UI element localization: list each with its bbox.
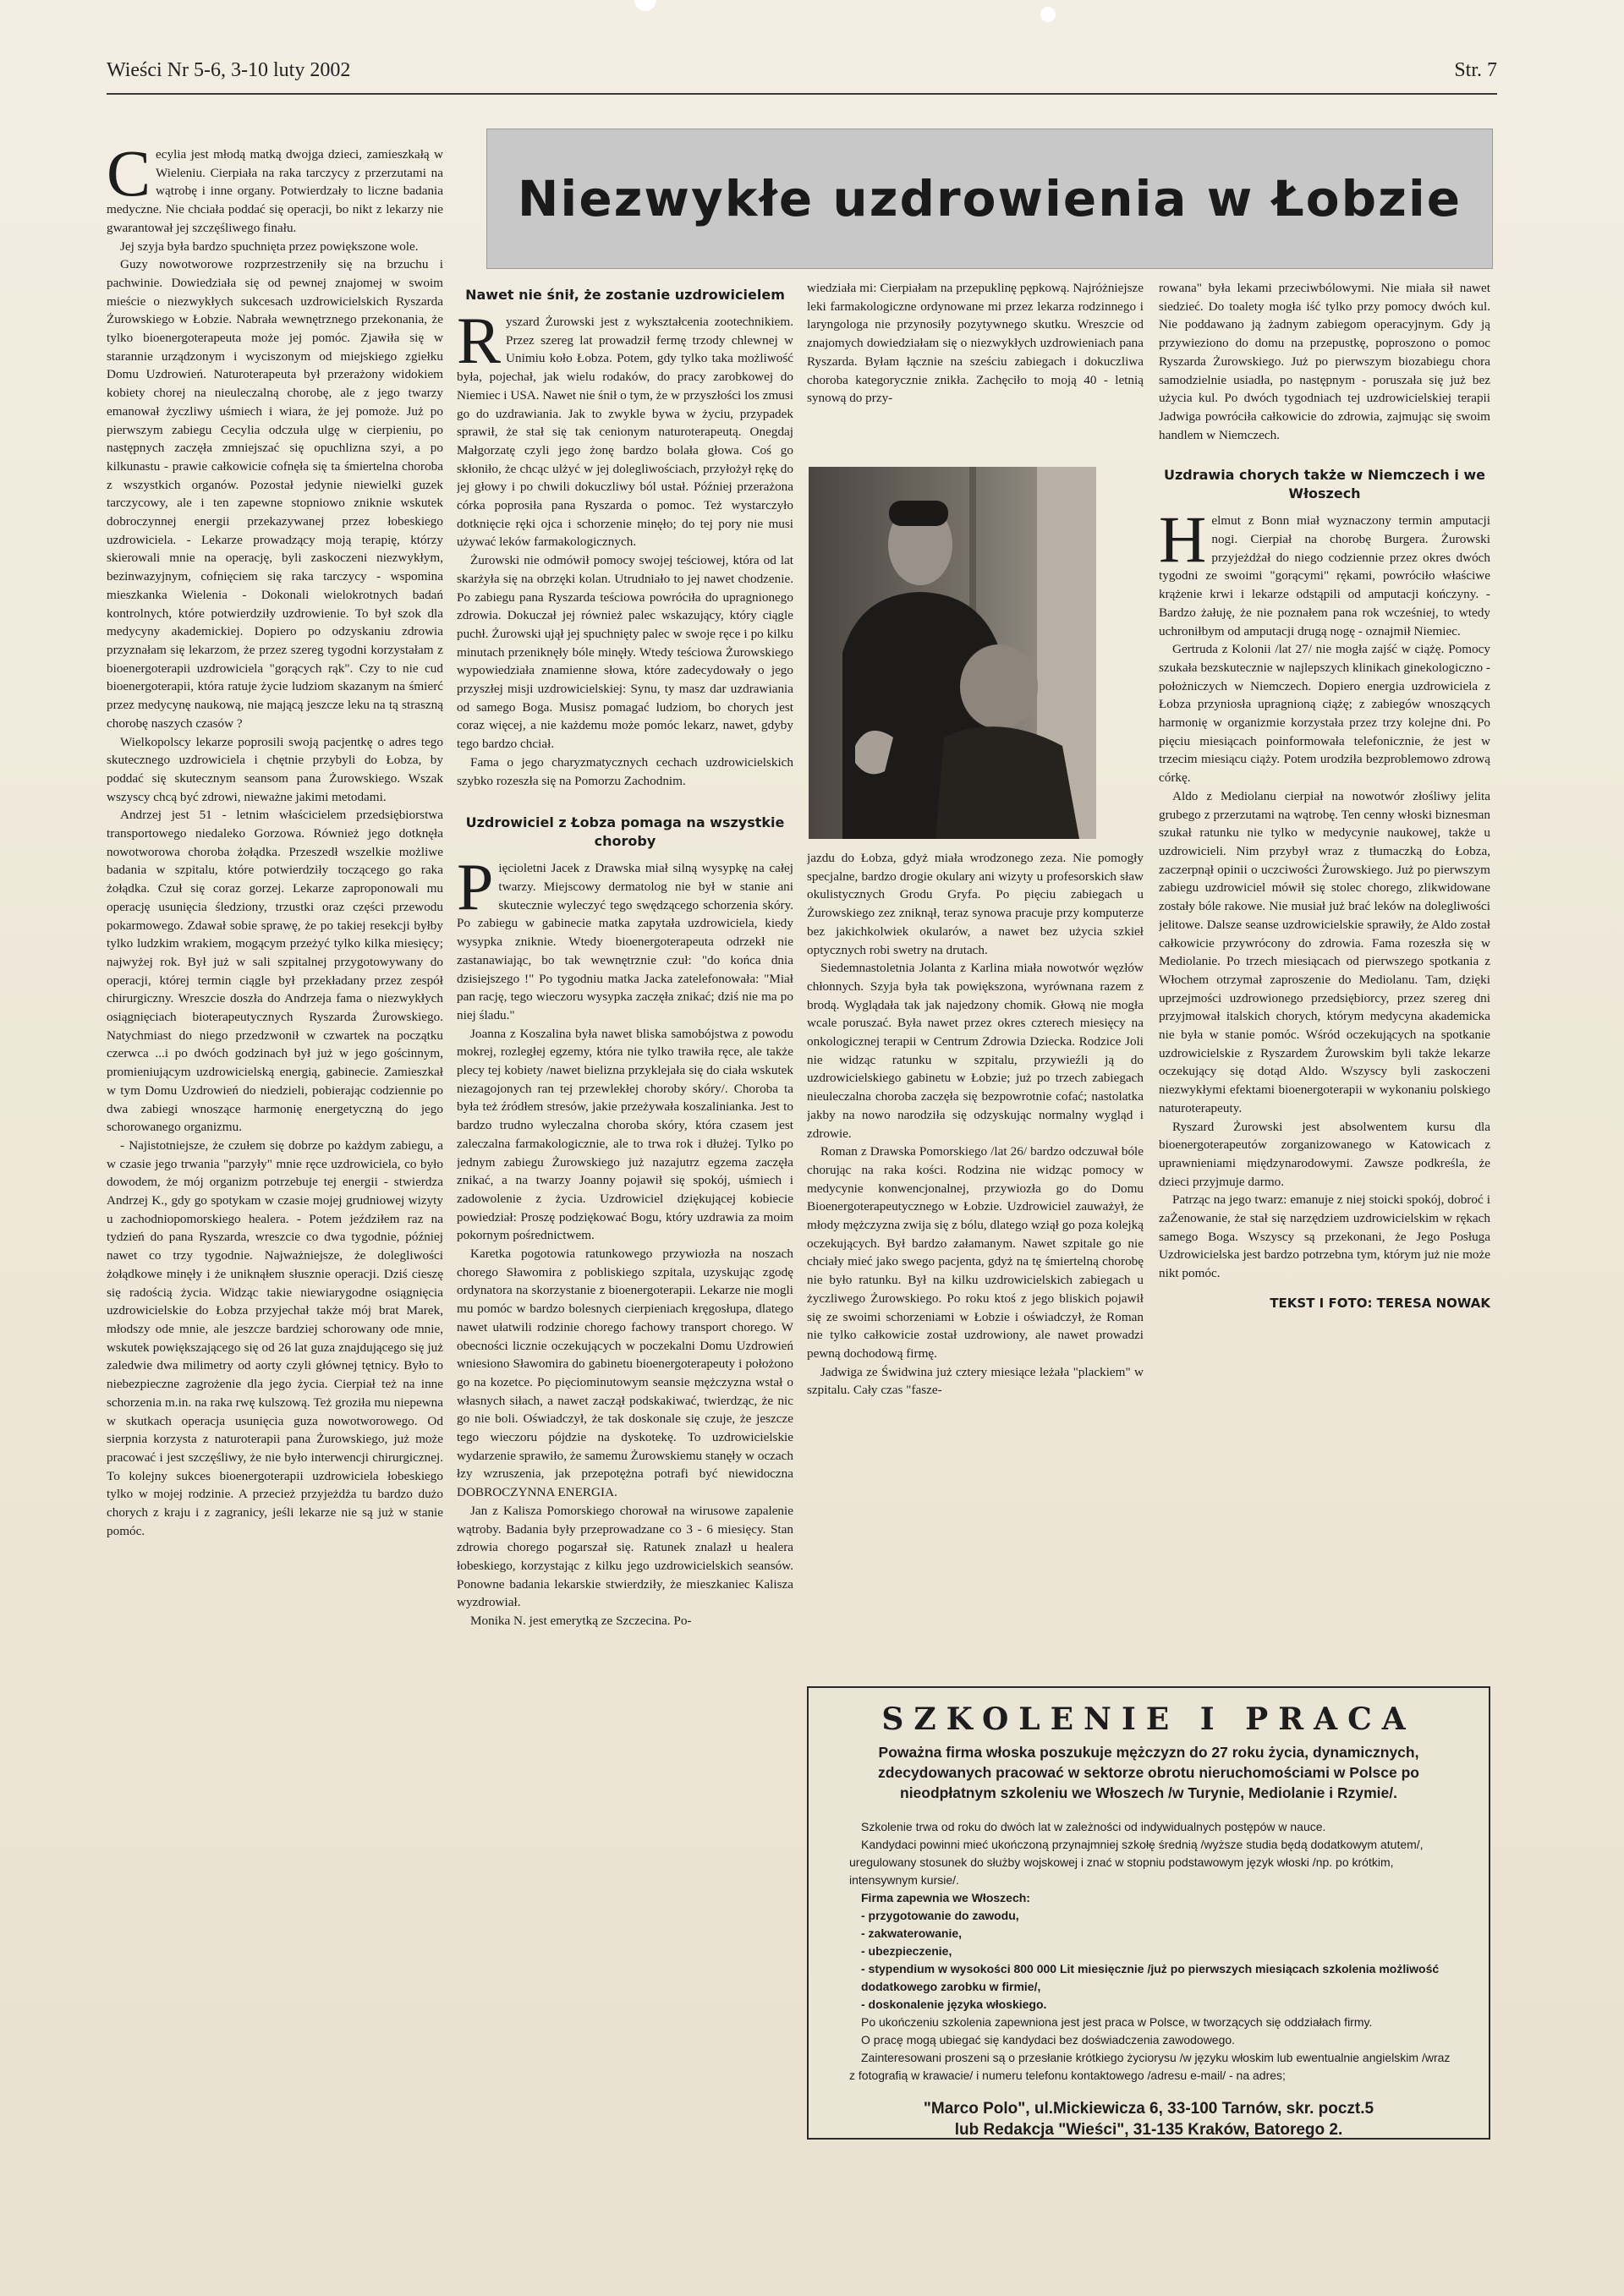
ad-contact [809, 2098, 1489, 2140]
paragraph: Roman z Drawska Pomorskiego /lat 26/ bardzo odczuwał bóle chorując na raka kości. Rodzina nie widząc pomocy w medycynie konwencjonalnej, przywiozła go do Domu Bioenergoterapeutycznego w Łobzie. Uzdrowiciel zauważył, że młody mężczyzna zwija się z bólu, dlatego wziął go poza kolejką oczekujących. Był bardzo załamanym. Nawet szpitale go nie chciały mieć jako swego pacjenta, gdyż na tę śmiertelną chorobę nie było ratunku. Był na kilku uzdrowicielskich zabiegach u życzliwego Żurowskiego. Po roku ktoś z jego bliskich pojawił się ze swoimi schorzeniami w Łobzie i oświadczył, że Roman nie tylko całkowicie został uzdrowiony, ale nawet prowadzi pewną dochodową firmę. [807, 1144, 1144, 1361]
paragraph: Karetka pogotowia ratunkowego przywiozła na noszach chorego Sławomira z pobliskiego szpitala, uzyskując zgodę ordynatora na skorzystanie z bioenergoterapii. Lekarze nie mogli mu pomóc w bardzo bolesnych cierpieniach kręgosłupa, dlatego nawet ułatwili rodzinie chorego fachowy transport chorego. W obecności licznie oczekujących w poczekalni Domu Uzdrowień wniesiono Sławomira do gabinetu bioenergoterapeuty i położono go na kozetce. Po pięciominutowym seansie mężczyzna wstał o własnych siłach, a nawet zaczął podskakiwać, twierdząc, że nic go nie boli. Oświadczył, że tak doskonale się czuje, że jeszcze tego wieczoru pójdzie na dyskotekę. To uzdrowicielskie wydarzenie sprawiło, że samemu Żurowskiemu stanęły w oczach łzy wzruszenia, jak przepotężna potrafi być niewidoczna DOBROCZYNNA ENERGIA. [457, 1247, 793, 1500]
paragraph: Joanna z Koszalina była nawet bliska samobójstwa z powodu mokrej, rozległej egzemy, która nie tylko trawiła ręce, ale także plecy tej kobiety /nawet bielizna przyklejała się do ciała wskutek niezagojonych ran tej przewlekłej choroby skóry/. Choroba ta była też źródłem stresów, jakie przeżywała koszalinianka. Jest to bardzo trudno wyleczalna choroba skóry, która czasem jest zaleczalna farmakologicznie, ale to trwa rok i dłużej. Tylko po jednym zabiegu Żurowskiego już nazajutrz egzema zaczęła znikać, a na twarzy Joanny pojawił się spokój, uśmiech i zadowolenie z życia. Uzdrowiciel dziękującej kobiecie powiedział: Proszę podziękować Bogu, który uzdrawia za moim pokornym pośrednictwem. [457, 1026, 793, 1243]
paragraph: Ryszard Żurowski jest absolwentem kursu dla bioenergoterapeutów zorganizowanego w Katowicach z uprawnieniami międzynarodowymi. Zawsze podkreśla, że dzieci przyjmuje darmo. [1159, 1119, 1490, 1189]
paragraph: Jan z Kalisza Pomorskiego chorował na wirusowe zapalenie wątroby. Badania były przeprowadzane co 3 - 6 miesięcy. Stan zdrowia chorego pogarszał się. Ratunek znalazł u healera łobeskiego, korzystając z kilku jego uzdrowicielskich seansów. Ponowne badania lekarskie stwierdziły, że mieszkaniec Kalisza wyzdrowiał. [457, 1503, 793, 1610]
paragraph: wiedziała mi: Cierpiałam na przepuklinę pępkową. Najróżniejsze leki farmakologiczne ordynowane mi przez lekarza rodzinnego i laryngologa nie przynosiły pozytywnego skutku. Wreszcie od znajomych dowiedziałam się o niezwykłych uzdrowieniach pana Ryszarda. Byłam łącznie na sześciu zabiegach i dokuczliwa choroba kategorycznie znikła. Zachęciło to moją 40 - letnią synową do przy- [807, 281, 1144, 406]
paragraph: rowana" była lekami przeciwbólowymi. Nie miała sił nawet siedzieć. Do toalety mogła iść tylko przy pomocy dwóch kul. Nie poddawano ją żadnym zabiegom operacyjnym. Gdy ją przywieziono do domu na przepustkę, poproszono o pomoc Ryszarda Żurowskiego. Już po pierwszym biozabiegu chora samodzielnie usiadła, po następnym - poruszała się już bez użycia kul. Po dwóch tygodniach tej uzdrowicielskiej terapii Jadwiga powróciła całkowicie do zdrowia, zajmując się swoim handlem w Niemczech. [1159, 281, 1490, 442]
header-rule [107, 93, 1497, 95]
ad-paragraph: Kandydaci powinni mieć ukończoną przynajmniej szkołę średnią /wyższe studia będą dodatkowym atutem/, uregulowany stosunek do służby wojskowej i znać w stopniu podstawowym język włoski /np. po krótkim, intensywnym kursie/. [849, 1838, 1424, 1887]
column-1 [107, 145, 443, 2200]
paragraph: Aldo z Mediolanu cierpiał na nowotwór złośliwy jelita grubego z przerzutami na wątrobę. Ten cenny włoski biznesman szukał ratunku nie tylko w medycynie naukowej, także u uzdrowicieli. Nim przybył wraz z tłumaczką do Łobza, zaczerpnął opinii o uczciwości Żurowskiego. Już po pierwszym zabiegu uzdrowiciel mówił się stolec chorego, zlikwidowane zostały bóle rakowe. Nie musiał już brać leków na dolegliwości jelitowe. Dalsze seanse uzdrowicielskie sprawiły, że Aldo został całkowicie przywrócony do zdrowia. Fama rozeszła się w Mediolanie. Po trzech miesiącach od pierwszego spotkania z Włochem otrzymał zaproszenie do Mediolanu. Tam, dzięki uprzejmości uzdrowionego przedsiębiorcy, przez szereg dni przyjmował italskich chorych, którym medycyna akademicka nie była w stanie pomóc. Wśród oczekujących na spotkanie uzdrowicielskie z Ryszardem Żurowskim byli także lekarze oczekujący się dotąd Aldo. Wszyscy byli zaskoczeni niezwykłymi efektami bioenergoterapii w wykonaniu polskiego naturoterapeuty. [1159, 788, 1490, 1115]
paragraph: elmut z Bonn miał wyznaczony termin amputacji nogi. Cierpiał na chorobę Burgera. Żurowski przyjeżdżał do niego codziennie przez okres dwóch tygodni ze swoimi "gorącymi" rękami, powróciło właściwe krążenie krwi i lekarze odstąpili od amputacji kończyny. - Bardzo żałuję, że nie poznałem pana rok wcześniej, to wtedy uchroniłbym od amputacji drugą nogę - oznajmił Niemiec. [1159, 513, 1490, 638]
photo-illustration [809, 467, 1096, 839]
punch-hole [1040, 7, 1056, 22]
paragraph: ecylia jest młodą matką dwojga dzieci, zamieszkałą w Wieleniu. Cierpiała na raka tarczycy z przerzutami na wątrobę i inne organy. Potwierdzały to liczne badania medyczne. Nie chciała poddać się operacji, bo nikt z lekarzy nie gwarantował jej szczęśliwego finału. [107, 147, 443, 235]
drop-cap: P [457, 850, 494, 924]
ad-list-item: - ubezpieczenie, [861, 1944, 952, 1958]
headline-banner [486, 129, 1493, 269]
drop-cap: C [107, 145, 151, 210]
column-4 [1159, 279, 1490, 1674]
column-2 [457, 279, 793, 2199]
ad-body [849, 1818, 1455, 2085]
paragraph: Patrząc na jego twarz: emanuje z niej stoicki spokój, dobroć i zaŻenowanie, że stał się narzędziem uzdrowicielskim w rękach samego Boga. Wszyscy są przekonani, że Jego Posługa Uzdrowicielska jest bardzo potrzebna tym, którym już nie może nikt pomóc. [1159, 1192, 1490, 1281]
ad-list-item: - zakwaterowanie, [861, 1926, 963, 1940]
section-subhead: Uzdrowiciel z Łobza pomaga na wszystkie choroby [465, 814, 785, 850]
paragraph: jazdu do Łobza, gdyż miała wrodzonego zeza. Nie pomogły specjalne, bardzo drogie okulary ani wizyty u profesorskich sław okulistycznych Grodu Gryfa. Po pięciu zabiegach u Żurowskiego zez zniknął, teraz synowa pracuje przy komputerze bez jakichkolwiek okularów, a nawet bez użycia szkieł optycznych robi swetry na drutach. [807, 851, 1144, 957]
ad-paragraph: O pracę mogą ubiegać się kandydaci bez doświadczenia zawodowego. [861, 2033, 1236, 2047]
punch-hole [634, 0, 656, 11]
ad-paragraph: Szkolenie trwa od roku do dwóch lat w zależności od indywidualnych postępów w nauce. [861, 1820, 1326, 1833]
ad-list-item: - stypendium w wysokości 800 000 Lit miesięcznie /już po pierwszych miesiącach szkolenia możliwość dodatkowego zarobku w firmie/, [861, 1962, 1440, 1993]
ad-paragraph: Po ukończeniu szkolenia zapewniona jest jest praca w Polsce, w tworzących się oddziałach firmy. [861, 2015, 1373, 2029]
paragraph: yszard Żurowski jest z wykształcenia zootechnikiem. Przez szereg lat prowadził fermę trzody chlewnej w Unimiu koło Łobza. Potem, gdy tylko taka możliwość była, pojechał, jak wielu rodaków, do pracy zarobkowej do Niemiec i USA. Nawet nie śnił o tym, że w przyszłości los zmusi go do uzdrawiania. Jak to zwykle bywa w życiu, przypadek sprawił, że stał się tak cenionym naturoterapeutą. Onegdaj Małgorzatę czyli jego żonę bardzo bolała głowa. Coś go skłoniło, że chcąc ulżyć w jej dolegliwościach, przyłożył rękę do jej głowy i po chwili dokuczliwy ból ustał. Później przerażona córka poprosiła pana Ryszarda o pomoc. Też wystarczyło dotknięcie ręki ojca i schorzenie minęło; do tej pory nie musi używać leków farmakologicznych. [457, 315, 793, 550]
ad-contact-line: lub Redakcja "Wieści", 31-135 Kraków, Batorego 2. [954, 2121, 1343, 2139]
section-subhead: Uzdrawia chorych także w Niemczech i we Włoszech [1163, 467, 1486, 502]
ad-list-item: - przygotowanie do zawodu, [861, 1909, 1019, 1922]
paragraph: Guzy nowotworowe rozprzestrzeniły się na brzuchu i pachwinie. Dowiedziała się od pewnej znajomej w swoim mieście o niezwykłych sukcesach uzdrowicielskich Ryszarda Żurowskiego w Łobzie. Nabrała wewnętrznego przekonania, że tylko bioenergoterapeuta może jej pomóc. Zjawiła się w starannie urządzonym i wyciszonym od miejskiego zgiełku Domu Uzdrowień. Naturoterapeuta był przerażony widokiem kobiety chorej na nieuleczalną chorobę, ale z jego twarzy emanował życzliwy uśmiech i wiara, że jej pomoże. Już po pierwszym zabiegu Cecylia odczuła ulgę w cierpieniu, po następnych zaczęła zmniejszać się opuchlizna szyi, a po kilkunastu - prawie całkowicie cofnęła się ta śmiertelna choroba z wszystkich organów. Pozostał jedynie niewielki guzek tarczycowy, ale i ten zapewne stopniowo zniknie wskutek dobroczynnej energii przekazywanej przez łobeskiego uzdrowiciela. - Lekarze prowadzący moją terapię, którzy skierowali mnie na operację, byli zaskoczeni niezwykłym, bezinwazyjnym, cofnięciem się raka tarczycy - wspomina mieszkanka Wielenia - Dokonali wielokrotnych badań kontrolnych, które potwierdziły uzdrowienie. To był szok dla medycyny akademickiej. Dopiero po odzyskaniu zdrowia przyznałam się lekarzom, że przez szereg tygodni korzystałam z bioenergoterapii uzdrowiciela "gorących rąk". Czy to nie cud bioenergoterapii, która ratuje życie ludziom skazanym na śmierć przez medycynę naukową, nie mającą jeszcze leku na tą straszną chorobę naszych czasów ? [107, 257, 443, 731]
ad-paragraph: Zainteresowani proszeni są o przesłanie krótkiego życiorysu /w języku włoskim lub ewentualnie angielskim /wraz z fotografią w krawacie/ i numeru telefonu kontaktowego /adresu e-mail/ - na adres; [849, 2051, 1451, 2082]
ad-contact-line: "Marco Polo", ul.Mickiewicza 6, 33-100 Tarnów, skr. poczt.5 [923, 2100, 1374, 2118]
ad-subtitle: Poważna firma włoska poszukuje mężczyzn do 27 roku życia, dynamicznych, zdecydowanych pracować w sektorze obrotu nieruchomościami w Polsce po nieodpłatnym szkoleniu we Włoszech /w Turynie, Mediolanie i Rzymie/. [878, 1744, 1419, 1801]
article-photo [809, 467, 1096, 839]
paragraph: Monika N. jest emerytką ze Szczecina. Po- [470, 1614, 692, 1629]
drop-cap: H [1159, 502, 1207, 577]
column-3-bottom [807, 849, 1144, 1678]
page-number: Str. 7 [1454, 59, 1497, 81]
job-advertisement [807, 1686, 1490, 2140]
paragraph: Siedemnastoletnia Jolanta z Karlina miała nowotwór węzłów chłonnych. Szyja była tak powiększona, wyrównana razem z brodą. Wyglądała tak jak najedzony chomik. Głową nie mogła wcale poruszać. Była nawet przez okres czterech miesięcy na onkologicznej terapii w Centrum Zdrowia Dziecka. Rodzice Joli nie widząc ratunku w szpitalu, przywieźli ją do uzdrowicielskiego gabinetu w Łobzie; już po trzech zabiegach nieuleczalna choroba zaczęła się bezpowrotnie cofać; nastolatka jakby na nowo narodziła się odzyskując normalny wygląd i zdrowie. [807, 961, 1144, 1141]
drop-cap: R [457, 304, 502, 377]
paragraph: Jadwiga ze Świdwina już cztery miesiące leżała "plackiem" w szpitalu. Cały czas "fasze- [807, 1364, 1144, 1398]
paragraph: Gertruda z Kolonii /lat 27/ nie mogła zajść w ciążę. Pomocy szukała bezskutecznie w najlepszych klinikach ginekologiczno - położniczych w Niemczech. Dopiero energia uzdrowiciela z Łobza przyniosła upragnioną ciążę; z zabiegów wnoszących harmonię w organizmie korzystała przez trzy kolejne dni. Po pięciu miesiącach poinformowała telefonicznie, że jest w trzecim miesiącu ciąży. Potem urodziła bezproblemowo zdrową córkę. [1159, 642, 1490, 786]
paragraph: - Najistotniejsze, że czułem się dobrze po każdym zabiegu, a w czasie jego trwania "parzyły" mnie ręce uzdrowiciela, co było dowodem, że mój organizm potrzebuje tej energii - stwierdza Andrzej K., gdy go spotykam w czasie mojej grudniowej wizyty u zachodniopomorskiego healera. - Potem jeździłem raz na tydzień do pana Ryszarda, wreszcie co dwa tygodnie, później nawet co trzy tygodnie. Najważniejsze, że dolegliwości żołądkowe minęły i że uniknąłem słusznie operacji. Dziś cieszę się radością życia. Widząc takie niewiarygodne osiągnięcia uzdrowicielskie do Łobza przyjechał także mój brat Marek, młodszy ode mnie, ale jeszcze bardziej schorowany ode mnie, wskutek powiększającego się od 26 lat guza znajdującego się już zaledwie dwa milimetry od aorty czyli głównej tętnicy. Było to niebezpieczne zagrożenie dla jego życia. Cierpiał też na inne schorzenia m.in. na raka rwę kulszową. Też groziła mu niepewna w skutkach operacja usunięcia guza nowotworowego. Od sierpnia korzysta z naturoterapii pana Żurowskiego, już może pracować i jest szczęśliwy, że nie było interwencji chirurgicznej. To kolejny sukces bioenergoterapii uzdrowiciela łobeskiego tylko w mojej rodzinie. A przecież przyjeżdża tu bardzo dużo chorych z kraju i z zagranicy, jeśli lekarze nie są już w stanie pomóc. [107, 1137, 443, 1538]
ad-list-item: - doskonalenie języka włoskiego. [861, 1997, 1047, 2011]
ad-paragraph: Firma zapewnia we Włoszech: [861, 1891, 1030, 1904]
article-title: Niezwykłe uzdrowienia w Łobzie [517, 170, 1462, 227]
paragraph: Andrzej jest 51 - letnim właścicielem przedsiębiorstwa transportowego niedaleko Gorzowa. Również jego dotknęła nowotworowa choroba żołądka. Przeszedł wszelkie możliwe badania w szpitalu, które potwierdziły toczącego go raka żołądka. Czuł się coraz gorzej. Lekarze zaproponowali mu operację usunięcia śledziony, trzustki oraz części przewodu pokarmowego. Zdawał sobie sprawę, że po takiej resekcji byłby tylko ludzkim wrakiem, mogącym przeżyć tylko kilka miesięcy; najwyżej rok. Był już w sali szpitalnej przygotowywany do operacji, której termin ciągle był przekładany przez zespół chirurgiczny. Wreszcie doszła do Andrzeja fama o niezwykłych osiągnięciach bioterapeutycznych Ryszarda Żurowskiego. Natychmiast do niego przedzwonił w czwartek na początku czerwca ...i po dwóch godzinach był już w jego gościnnym, promieniującym uzdrowicielską energią, gabinecie. Zamieszkał w tym Domu Uzdrowień do niedzieli, pobierając codziennie po dwa zabiegi wnoszące harmonię energetyczną do jego schorowanego organizmu. [107, 808, 443, 1135]
ad-title: SZKOLENIE I PRACA [881, 1701, 1416, 1737]
paragraph: Wielkopolscy lekarze poprosili swoją pacjentkę o adres tego skutecznego uzdrowiciela i chętnie przybyli do Łobza, by poddać się skutecznym seansom pana Żurowskiego. Wszak wszyscy chcą być zdrowi, nieważne jakimi metodami. [107, 734, 443, 804]
paragraph: Jej szyja była bardzo spuchnięta przez powiększone wole. [120, 238, 419, 254]
paragraph: ięcioletni Jacek z Drawska miał silną wysypkę na całej twarzy. Miejscowy dermatolog nie był w stanie ani skutecznie wyleczyć tego swędzącego schorzenia skóry. Po zabiegu w gabinecie matka zapytała uzdrowiciela, kiedy wysypka zniknie. Wtedy bioenergoterapeuta odrzekł nie zastanawiając, bo tak wewnętrznie czuł: "do końca dnia dzisiejszego !" Po tygodniu matka Jacka zatelefonowała: "Miał pan rację, tego wieczoru wysypka zaczęła znikać; dziś nie ma po niej śladu." [457, 861, 793, 1022]
column-3-top [807, 279, 1144, 462]
section-subhead: Nawet nie śnił, że zostanie uzdrowicielem [465, 287, 785, 303]
paragraph: Fama o jego charyzmatycznych cechach uzdrowicielskich szybko rozeszła się na Pomorzu Zachodnim. [457, 754, 793, 788]
author-signature: TEKST I FOTO: TERESA NOWAK [1270, 1295, 1490, 1311]
paragraph: Żurowski nie odmówił pomocy swojej teściowej, która od lat skarżyła się na obrzęki kolan. Utrudniało to jej nawet chodzenie. Po zabiegu pana Ryszarda teściowa powróciła do upragnionego zdrowia. Dokuczał jej również palec wskazujący, który ciągle puchł. Żurowski ujął jej spuchnięty palec w swoje ręce i po kilku minutach przeniknęły bóle minęły. Wtedy teściowa Żurowskiego wypowiedziała znamienne słowa, które zadecydowały o jego przyszłej misji uzdrowicielskiej: Synu, ty masz dar uzdrawiania od samego Boga. Musisz pomagać ludziom, bo chorych jest coraz więcej, a nie każdemu może pomóc lekarz, nawet, gdyby tego bardzo chciał. [457, 553, 793, 752]
issue-header: Wieści Nr 5-6, 3-10 luty 2002 [107, 59, 351, 81]
